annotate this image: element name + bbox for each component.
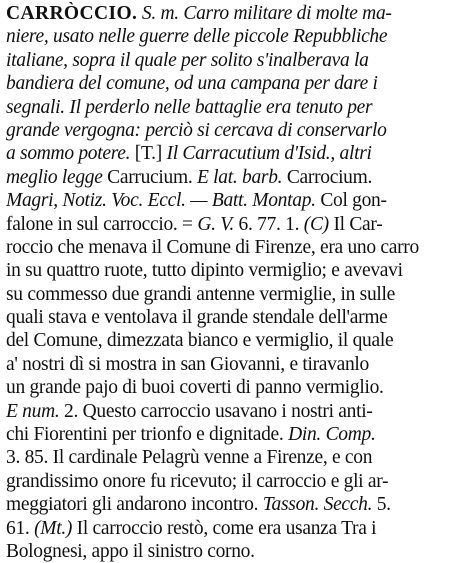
- text-line: [6, 236, 466, 259]
- roman-text: meggiatori gli andarono incontro.: [6, 494, 263, 516]
- text-line: [6, 353, 466, 376]
- text-line: [6, 259, 466, 282]
- roman-text: falone in sul carroccio. =: [6, 213, 198, 235]
- italic-text: S. m. Carro militare di molte ma-: [137, 3, 392, 24]
- italic-text: Din. Comp.: [288, 424, 376, 446]
- roman-text: [T.]: [134, 143, 167, 165]
- text-line: [6, 446, 466, 469]
- text-line: [6, 470, 466, 493]
- italic-text: italiane, sopra il quale per solito s'inalberava la: [6, 49, 369, 71]
- roman-text: Bolognesi, appo il sinistro corno.: [6, 540, 255, 562]
- italic-text: meglio legge: [6, 166, 108, 188]
- text-line: [6, 306, 466, 329]
- roman-text: 3. 85. Il cardinale Pelagrù venne a Firenze, e con: [6, 447, 373, 469]
- text-line: [6, 329, 466, 352]
- roman-text: 61.: [6, 517, 35, 539]
- italic-text: G. V.: [197, 213, 239, 235]
- roman-text: Il carroccio restò, come era usanza Tra i: [76, 517, 377, 539]
- roman-text: Il Car-: [333, 213, 383, 235]
- italic-text: a sommo potere.: [6, 143, 135, 165]
- text-line: [6, 540, 466, 563]
- roman-text: roccio che menava il Comune di Firenze, era uno carro: [6, 236, 419, 258]
- text-line: [6, 96, 466, 119]
- text-line: [6, 423, 466, 446]
- roman-text: Carrucium.: [107, 166, 197, 188]
- italic-text: Magri, Notiz. Voc. Eccl. — Batt. Montap.: [6, 190, 321, 212]
- text-line: [6, 517, 466, 540]
- roman-text: 5.: [376, 494, 391, 516]
- italic-text: grande vergogna: perciò si cercava di conservarlo: [6, 119, 387, 141]
- roman-text: grandissimo onore fu ricevuto; il carroccio e gli ar-: [6, 470, 389, 492]
- italic-text: Tasson. Secch.: [262, 494, 377, 516]
- text-line: [6, 400, 466, 423]
- roman-text: Carrocium.: [286, 166, 373, 188]
- text-line: [6, 213, 466, 236]
- roman-text: 2. Questo carroccio usavano i nostri anti-: [64, 400, 373, 422]
- italic-text: segnali. Il perderlo nelle battaglie era tenuto per: [6, 96, 373, 118]
- italic-text: Il Carracutium d'Isid., altri: [166, 143, 372, 165]
- roman-text: del Comune, dimezzata bianco e vermiglio, il quale: [6, 330, 394, 352]
- italic-text: E lat. barb.: [197, 166, 287, 188]
- italic-text: (Mt.): [34, 517, 77, 539]
- italic-text: bandiera del comune, od una campana per dare i: [6, 73, 378, 95]
- roman-text: Col gon-: [320, 190, 387, 212]
- roman-text: 6. 77. 1.: [238, 213, 304, 235]
- text-line: [6, 166, 466, 189]
- roman-text: quali stava e ventolava il grande stendale dell'arme: [6, 307, 388, 329]
- text-line: [6, 25, 466, 48]
- roman-text: in su quattro ruote, tutto dipinto vermiglio; e avevavi: [6, 260, 403, 282]
- text-line: [6, 283, 466, 306]
- dictionary-entry: [6, 2, 466, 563]
- italic-text: E num.: [6, 400, 65, 422]
- text-line: [6, 119, 466, 142]
- text-line: [6, 189, 466, 212]
- roman-text: a' nostri dì si mostra in san Giovanni, e tiravanlo: [6, 353, 369, 375]
- text-line: [6, 142, 466, 165]
- text-line: [6, 2, 466, 25]
- text-line: [6, 49, 466, 72]
- headword: CARRÒCCIO.: [6, 3, 138, 24]
- roman-text: un grande pajo di buoi coverti di panno vermiglio.: [6, 377, 384, 399]
- roman-text: chi Fiorentini per trionfo e dignitade.: [6, 424, 289, 446]
- roman-text: su commesso due grandi antenne vermiglie, in sulle: [6, 283, 395, 305]
- text-line: [6, 493, 466, 516]
- text-line: [6, 72, 466, 95]
- italic-text: (C): [303, 213, 334, 235]
- text-line: [6, 376, 466, 399]
- italic-text: niere, usato nelle guerre delle piccole Repubbliche: [6, 26, 388, 48]
